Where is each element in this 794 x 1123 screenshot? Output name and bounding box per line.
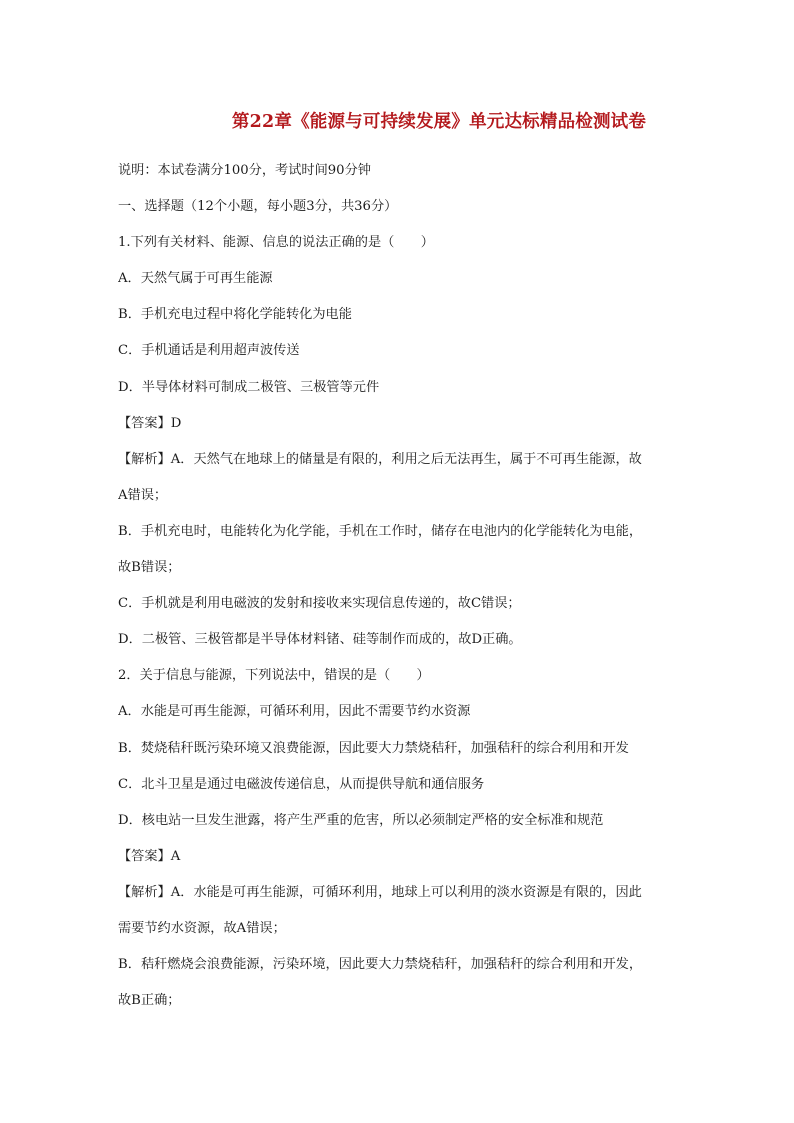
question-1-analysis-line: A错误； [118, 487, 168, 503]
question-1: 1.下列有关材料、能源、信息的说法正确的是（ ） [118, 235, 434, 251]
question-2-option-c: C．北斗卫星是通过电磁波传递信息，从而提供导航和通信服务 [118, 776, 485, 792]
question-1-option-a: A．天然气属于可再生能源 [118, 271, 273, 287]
question-1-option-d: D．半导体材料可制成二极管、三极管等元件 [118, 379, 380, 395]
question-2-analysis-line: 【解析】A．水能是可再生能源，可循环利用，地球上可以利用的淡水资源是有限的，因此 [118, 884, 642, 900]
question-2-analysis-line: B．秸秆燃烧会浪费能源，污染环境，因此要大力禁烧秸秆，加强秸秆的综合利用和开发， [118, 957, 642, 973]
question-1-analysis-line: D．二极管、三极管都是半导体材料锗、硅等制作而成的，故D正确。 [118, 632, 522, 648]
question-1-analysis-line: 【解析】A．天然气在地球上的储量是有限的，利用之后无法再生，属于不可再生能源，故 [118, 451, 642, 467]
document-body [118, 162, 683, 1028]
question-1-answer: 【答案】D [118, 415, 182, 431]
section-heading: 一、选择题（12个小题，每小题3分，共36分） [118, 199, 398, 215]
question-2: 2．关于信息与能源，下列说法中，错误的是（ ） [118, 668, 430, 684]
question-2-option-b: B．焚烧秸秆既污染环境又浪费能源，因此要大力禁烧秸秆，加强秸秆的综合利用和开发 [118, 740, 629, 756]
question-2-analysis-line: 故B正确； [118, 993, 181, 1009]
question-1-option-b: B．手机充电过程中将化学能转化为电能 [118, 307, 352, 323]
question-1-analysis-line: C．手机就是利用电磁波的发射和接收来实现信息传递的，故C错误； [118, 596, 521, 612]
question-1-analysis-line: 故B错误； [118, 560, 181, 576]
exam-instructions: 说明：本试卷满分100分，考试时间90分钟 [118, 163, 371, 178]
question-2-option-a: A．水能是可再生能源，可循环利用，因此不需要节约水资源 [118, 704, 471, 720]
question-2-option-d: D．核电站一旦发生泄露，将产生严重的危害，所以必须制定严格的安全标准和规范 [118, 812, 604, 828]
document-title: 第22章《能源与可持续发展》单元达标精品检测试卷 [231, 112, 647, 132]
question-1-analysis-line: B．手机充电时，电能转化为化学能，手机在工作时，储存在电池内的化学能转化为电能， [118, 523, 642, 539]
question-2-analysis-line: 需要节约水资源，故A错误； [118, 920, 286, 936]
question-2-answer: 【答案】A [118, 848, 181, 864]
question-1-option-c: C．手机通话是利用超声波传送 [118, 343, 300, 359]
